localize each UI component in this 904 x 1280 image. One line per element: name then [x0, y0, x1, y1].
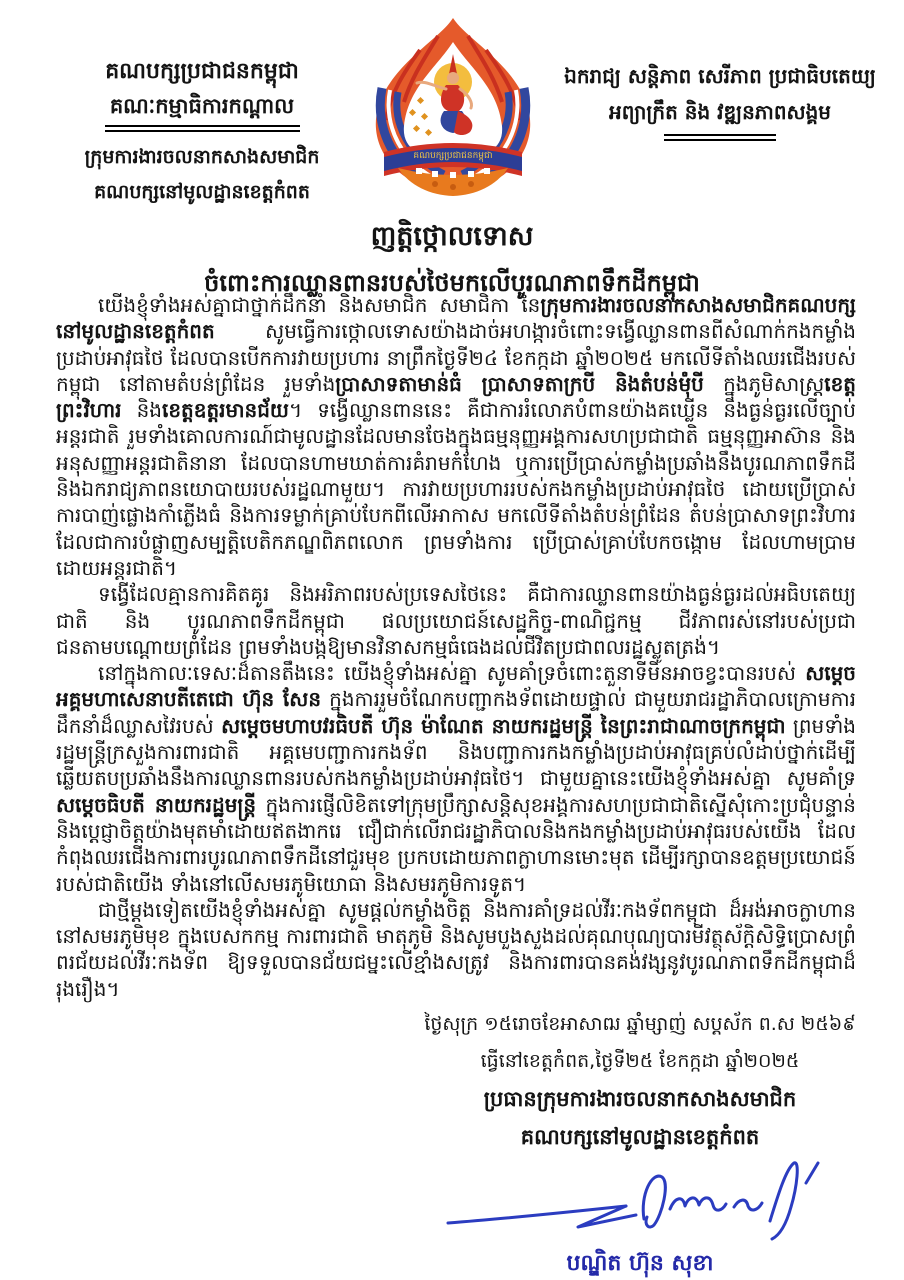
- signer-title-line2: គណបក្សនៅមូលដ្ឋានខេត្តកំពត: [520, 1125, 760, 1149]
- double-rule-left: [105, 125, 300, 132]
- body-paragraph: យើងខ្ញុំទាំងអស់គ្នាជាថ្នាក់ដឹកនាំ និងសមាជិក សមាជិកា នៃក្រុមការងារចលនាកសាងសមាជិកគណបក្សនៅមូលដ្ឋានខេត្តកំពត សូមធ្វើការថ្កោលទោសយ៉ាងដាច់អហង្ការចំពោះទង្វើឈ្លានពានពីសំណាក់កងកម្លាំងប្រដាប់អាវុធថៃ ដែលបានបើកការវាយប្រហារ នាព្រឹកថ្ងៃទី២៤ ខែកក្កដា ឆ្នាំ២០២៥ មកលើទីតាំងឈរជើងរបស់កម្ពុជា នៅតាមតំបន់ព្រំដែន រួមទាំងប្រាសាទតាមាន់ធំ ប្រាសាទតាក្របី និងតំបន់ម៉ុំបី ក្នុងភូមិសាស្ត្រខេត្តព្រះវិហារ និងខេត្តឧត្តរមានជ័យ។ ទង្វើឈ្លានពាននេះ គឺជាការរំលោភបំពានយ៉ាងគឃ្លើន និងធ្ងន់ធ្ងរលើច្បាប់អន្តរជាតិ រួមទាំងគោលការណ៍ជាមូលដ្ឋានដែលមានចែងក្នុងធម្មនុញ្ញអង្គការសហប្រជាជាតិ ធម្មនុញ្ញអាស៊ាន និងអនុសញ្ញាអន្តរជាតិនានា ដែលបានហាមឃាត់ការគំរាមកំហែង ឬការប្រើប្រាស់កម្លាំងប្រឆាំងនឹងបូរណភាពទឹកដី និងឯករាជ្យភាពនយោបាយរបស់រដ្ឋណាមួយ។ ការវាយប្រហាររបស់កងកម្លាំងប្រដាប់អាវុធថៃ ដោយប្រើប្រាស់ការបាញ់ផ្លោងកាំភ្លើងធំ និងការទម្លាក់គ្រាប់បែកពីលើអាកាស មកលើទីតាំងតំបន់ព្រំដែន តំបន់ប្រាសាទព្រះវិហារ ដែលជាការបំផ្លាញសម្បត្តិបេតិកភណ្ឌពិភពលោក ព្រមទាំងការ ប្រើប្រាស់គ្រាប់បែកចង្កោម ដែលហាមប្រាមដោយអន្តរជាតិ។: [56, 293, 856, 580]
- signature-ink: [430, 1157, 850, 1249]
- place-date: ធ្វើនៅខេត្តកំពត,ថ្ងៃទី២៥ ខែកក្កដា ឆ្នាំ២០២៥: [480, 1050, 800, 1072]
- body-text: [56, 292, 856, 1016]
- working-group-line2: គណបក្សនៅមូលដ្ឋានខេត្តកំពត: [94, 181, 310, 204]
- document-title: [0, 220, 904, 303]
- body-paragraph: ជាថ្មីម្តងទៀតយើងខ្ញុំទាំងអស់គ្នា សូមផ្តល់កម្លាំងចិត្ត និងការគាំទ្រដល់វីរៈកងទ័ពកម្ពុជា ដ៏អង់អាចក្លាហាននៅសមរភូមិមុខ ក្នុងបេសកកម្ម ការពារជាតិ មាតុភូមិ និងសូមបួងសួងដល់គុណបុណ្យបារមីវត្ថុស័ក្តិសិទ្ធិប្រោសព្រំពរជ័យដល់វីរៈកងទ័ព ឱ្យទទួលបានជ័យជម្នះលើខ្មាំងសត្រូវ និងការពារបានគង់វង្សនូវបូរណភាពទឹកដីកម្ពុជាដ៏រុងរឿង។: [56, 897, 856, 1001]
- emblem-banner-text: គណបក្សប្រជាជនកម្ពុជា: [413, 151, 493, 161]
- letterhead-left: [40, 58, 364, 207]
- body-paragraph: នៅក្នុងកាលៈទេសៈដ៏តានតឹងនេះ យើងខ្ញុំទាំងអស់គ្នា សូមគាំទ្រចំពោះតួនាទីមិនអាចខ្វះបានរបស់ សម្តេចអគ្គមហាសេនាបតីតេជោ ហ៊ុន សែន ក្នុងការរួមចំណែកបញ្ជាកងទ័ពដោយផ្ទាល់ ជាមួយរាជរដ្ឋាភិបាលក្រោមការដឹកនាំដ៏ឈ្លាសវៃរបស់ សម្តេចមហាបវរធិបតី ហ៊ុន ម៉ាណែត នាយករដ្ឋមន្ត្រី នៃព្រះរាជាណាចក្រកម្ពុជា ព្រមទាំងរដ្ឋមន្ត្រីក្រសួងការពារជាតិ អគ្គមេបញ្ជាការកងទ័ព និងបញ្ជាការកងកម្លាំងប្រដាប់អាវុធគ្រប់លំដាប់ថ្នាក់ដើម្បីឆ្លើយតបប្រឆាំងនឹងការឈ្លានពានរបស់កងកម្លាំងប្រដាប់អាវុធថៃ។ ជាមួយគ្នានេះយើងខ្ញុំទាំងអស់គ្នា សូមគាំទ្រ សម្តេចធិបតី នាយករដ្ឋមន្ត្រី ក្នុងការផ្ញើលិខិតទៅក្រុមប្រឹក្សាសន្តិសុខអង្គការសហប្រជាជាតិស្នើសុំកោះប្រជុំបន្ទាន់ និងប្តេជ្ញាចិត្តយ៉ាងមុតមាំដោយឥតងាករេ ជឿជាក់លើរាជរដ្ឋាភិបាលនិងកងកម្លាំងប្រដាប់អាវុធរបស់យើង ដែលកំពុងឈរជើងការពារបូរណភាពទឹកដីនៅជួរមុខ ប្រកបដោយភាពក្លាហានមោះមុត ដើម្បីរក្សាបានឧត្តមប្រយោជន៍របស់ជាតិយើង ទាំងនៅលើសមរភូមិយោធា និងសមរភូមិការទូត។: [56, 661, 856, 896]
- motto-line2: អព្យាក្រឹត និង វឌ្ឍនភាពសង្គម: [609, 100, 831, 124]
- letterhead-right: [548, 62, 892, 141]
- body-paragraph: ទង្វើដែលគ្មានការគិតគូរ និងអរិភាពរបស់ប្រទេសថៃនេះ គឺជាការឈ្លានពានយ៉ាងធ្ងន់ធ្ងរដល់អធិបតេយ្យជាតិ និង បូរណភាពទឹកដីកម្ពុជា ផលប្រយោជន៍សេដ្ឋកិច្ច-ពាណិជ្ជកម្ម ជីវភាពរស់នៅរបស់ប្រជាជនតាមបណ្តោយព្រំដែន ព្រមទាំងបង្កឱ្យមានវិនាសកម្មធំធេងដល់ជីវិតប្រជាពលរដ្ឋស្លូតត្រង់។: [56, 582, 856, 659]
- title-line2: ចំពោះការឈ្លានពានរបស់ថៃមកលើបូរណភាពទឹកដីកម្ពុជា: [204, 269, 700, 297]
- working-group-line1: ក្រុមការងារចលនាកសាងសមាជិក: [84, 145, 320, 168]
- signature-area: [388, 1157, 892, 1249]
- cpp-emblem: [360, 16, 546, 202]
- central-committee: គណៈកម្មាធិការកណ្តាល: [109, 93, 295, 118]
- signer-title-line1: ប្រធានក្រុមការងារចលនាកសាងសមាជិក: [483, 1087, 797, 1111]
- party-name: គណបក្សប្រជាជនកម្ពុជា: [105, 59, 299, 84]
- motto-line1: ឯករាជ្យ សន្តិភាព សេរីភាព ប្រជាធិបតេយ្យ: [564, 64, 876, 88]
- double-rule-right: [664, 134, 776, 141]
- title-line1: ញត្តិថ្កោលទោស: [370, 221, 534, 252]
- emblem-base: [398, 168, 508, 196]
- lunar-date: ថ្ងៃសុក្រ ១៥រោចខែអាសាឍ ឆ្នាំម្សាញ់ សប្តស័ក ព.ស ២៥៦៩: [424, 1013, 856, 1035]
- closing-block: [388, 1012, 892, 1280]
- signer-name: បណ្ឌិត ហ៊ុន សុខា: [566, 1251, 714, 1276]
